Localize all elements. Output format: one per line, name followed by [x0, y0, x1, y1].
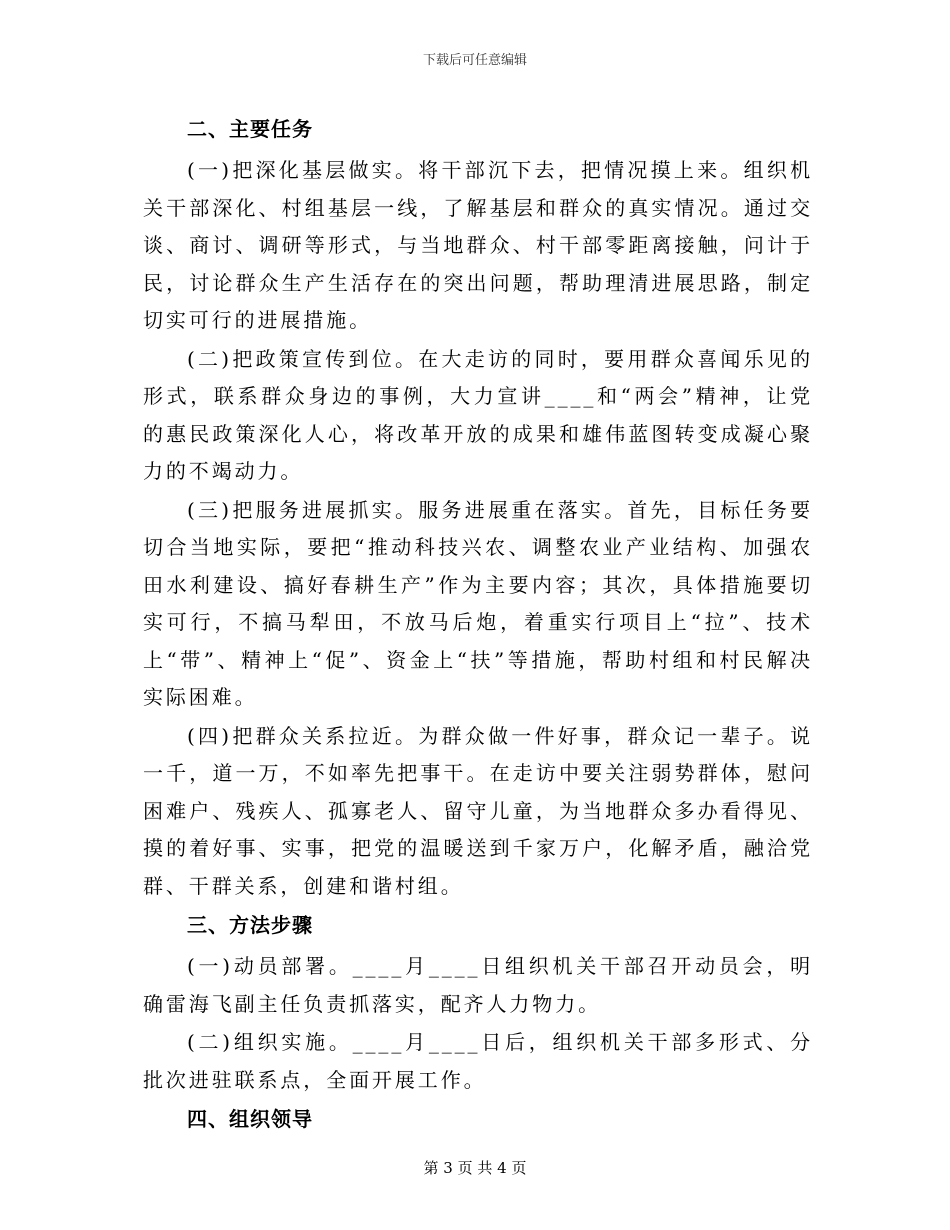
page-header-note: 下载后可任意编辑 — [422, 53, 527, 68]
paragraph-method-2: (二)组织实施。____月____日后，组织机关干部多形式、分批次进驻联系点，全面开展工作。 — [143, 1030, 813, 1092]
paragraph-method-1: (一)动员部署。____月____日组织机关干部召开动员会，明确雷海飞副主任负责抓落实，配齐人力物力。 — [143, 954, 813, 1016]
section-heading-leadership: 四、组织领导 — [187, 1107, 313, 1131]
section-heading-main-tasks: 二、主要任务 — [187, 117, 313, 141]
document-body — [143, 110, 813, 1142]
paragraph-task-2: (二)把政策宣传到位。在大走访的同时，要用群众喜闻乐见的形式，联系群众身边的事例，大力宣讲____和“两会”精神，让党的惠民政策深化人心，将改革开放的成果和雄伟蓝图转变成凝心聚力的不竭动力。 — [143, 346, 813, 483]
paragraph-task-1: (一)把深化基层做实。将干部沉下去，把情况摸上来。组织机关干部深化、村组基层一线，了解基层和群众的真实情况。通过交谈、商讨、调研等形式，与当地群众、村干部零距离接触，问计于民，讨论群众生产生活存在的突出问题，帮助理清进展思路，制定切实可行的进展措施。 — [143, 158, 813, 332]
page-number: 第 3 页 共 4 页 — [423, 1159, 527, 1177]
section-heading-methods: 三、方法步骤 — [187, 913, 313, 937]
paragraph-task-3: (三)把服务进展抓实。服务进展重在落实。首先，目标任务要切合当地实际，要把“推动科技兴农、调整农业产业结构、加强农田水利建设、搞好春耕生产”作为主要内容；其次，具体措施要切实可行，不搞马犁田，不放马后炮，着重实行项目上“拉”、技术上“带”、精神上“促”、资金上“扶”等措施，帮助村组和村民解决实际困难。 — [143, 497, 813, 709]
paragraph-task-4: (四)把群众关系拉近。为群众做一件好事，群众记一辈子。说一千，道一万，不如率先把事干。在走访中要关注弱势群体，慰问困难户、残疾人、孤寡老人、留守儿童，为当地群众多办看得见、摸的着好事、实事，把党的温暖送到千家万户，化解矛盾，融洽党群、干群关系，创建和谐村组。 — [143, 723, 813, 898]
